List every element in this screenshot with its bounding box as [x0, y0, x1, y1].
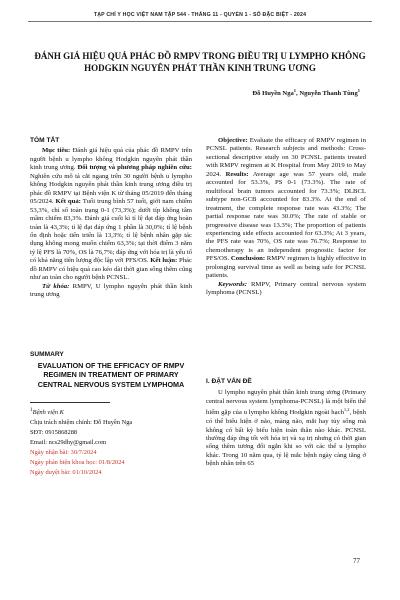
footnotes	[30, 406, 192, 477]
summary-heading: SUMMARY	[30, 351, 64, 358]
keywords-vn	[30, 283, 192, 300]
introduction	[206, 378, 366, 469]
author-separator: ,	[296, 90, 300, 98]
keywords-label-vn: Từ khóa:	[42, 282, 70, 290]
keywords-en	[206, 281, 366, 298]
objective-label-en: Objective:	[218, 137, 248, 144]
footnote-rule	[30, 402, 110, 403]
objective-text-vn: Đánh giá hiệu quả của phác đồ RMPV trên người bệnh u lympho không Hodgkin nguyên phát thần kinh trung ương.	[30, 147, 192, 172]
date-received: Ngày nhận bài: 30/7/2024	[30, 448, 97, 456]
phone: SĐT: 0915868288	[30, 428, 78, 436]
results-label-vn: Kết quả:	[55, 198, 81, 206]
affiliation-number: 1	[30, 407, 33, 413]
author-1: Đỗ Huyền Nga	[252, 90, 294, 98]
authors	[252, 88, 360, 97]
methods-text-vn: Nghiên cứu mô tả cắt ngang trên 30 người bệnh u lympho không Hodgkin nguyên phát thần kinh trung ương điều trị phác đồ RMPV tại Bệnh viện K từ tháng 05/2019 đến tháng 05/2024.	[30, 172, 192, 206]
page-number: 77	[353, 557, 360, 565]
author-2: Nguyễn Thanh Tùng	[299, 90, 358, 98]
author-1-affiliation: 1	[293, 88, 297, 93]
en-abstract-body	[206, 137, 366, 281]
objective-text-en: Evaluate the efficacy of RMPV regimen in PCNSL patients. Research subjects and methods: Cross-sectional descriptive study on 30 PCNSL patients treated with RMPV regimen at K Hospital from May 2019 to May 2024.	[206, 137, 366, 178]
results-text-en: Average age was 57 years old, male accounted for 53.3%, PS 0-1 (73.3%). The rate of multifocal brain tumors accounted for 73.3%; DLBCL subtype non-GCB accounted for 83.3%. At the end of treatment, the complete response rate was 43.3%; The partial response rate was 30.0%; The rate of stable or progressive disease was 13.3%; The proportion of patients experiencing side effects accounted for 63.3%; At 3 years, the PFS rate was 70%, OS rate was 76.7%; Response to chemotherapy is an independent prognostic factor for PFS/OS.	[206, 170, 366, 263]
intro-text-1: U lympho nguyên phát thần kinh trung ương (Primary central nervous system lymphoma-PCNSL) là một biến thể hiếm gặp của u lympho không Hodgkin ngoài hạch	[206, 389, 366, 417]
conclusion-label-vn: Kết luận:	[150, 257, 178, 265]
introduction-heading: I. ĐẶT VẤN ĐỀ	[206, 378, 252, 385]
conclusion-text-vn: Phác đồ RMPV có hiệu quả cao kéo dài thời gian sống thêm cũng như an toàn cho người bệnh PCNSL.	[30, 257, 192, 282]
date-reviewed: Ngày phản biện khoa học: 01/8/2024	[30, 458, 125, 466]
article-title: ĐÁNH GIÁ HIỆU QUẢ PHÁC ĐỒ RMPV TRONG ĐIỀU TRỊ U LYMPHO KHÔNG HODGKIN NGUYÊN PHÁT THẦN KINH TRUNG ƯƠNG	[34, 51, 366, 73]
affiliation-line	[30, 406, 192, 418]
vn-abstract-body	[30, 147, 192, 282]
vn-abstract-heading: TÓM TẮT	[30, 137, 60, 144]
objective-label-vn: Mục tiêu:	[42, 147, 71, 155]
conclusion-text-en: RMPV regimen is highly effective in prolonging survival time as well as being safe for PCNSL patients.	[206, 255, 366, 280]
en-abstract	[206, 137, 366, 298]
methods-label-vn: Đối tượng và phương pháp nghiên cứu:	[77, 164, 192, 172]
journal-header: TẠP CHÍ Y HỌC VIỆT NAM TẬP 544 - THÁNG 11 - QUYỂN 1 - SỐ ĐẶC BIỆT - 2024	[93, 12, 307, 18]
results-label-en: Results:	[225, 170, 249, 178]
keywords-label-en: Keywords:	[218, 280, 247, 288]
date-accepted: Ngày duyệt bài: 01/10/2024	[30, 468, 102, 476]
intro-text-2: , bệnh có thể biểu hiện ở não, màng não, mắt hay tủy sống mà không có bất kỳ biểu hiện toàn thân nào khác. PCNSL thường đáp ứng tốt với hóa trị và xạ trị nhưng có thời gian sống thêm tương đối ngắn khi so với các thể u lympho khác. Trong 10 năm qua, tỷ lệ mắc bệnh ngày càng tăng ở bệnh nhân trên 65	[206, 409, 366, 468]
conclusion-label-en: Conclusion:	[230, 255, 266, 263]
keywords-text-vn: RMPV, U lympho nguyên phát thần kinh trung ương	[30, 282, 192, 299]
affiliation: Bệnh viện K	[32, 409, 64, 417]
introduction-text	[206, 389, 366, 468]
english-title: EVALUATION OF THE EFFICACY OF RMPV REGIMEN IN TREATMENT OF PRIMARY CENTRAL NERVOUS SYSTEM LYMPHOMA	[37, 361, 185, 389]
vn-abstract	[30, 137, 192, 300]
author-2-affiliation: 1	[357, 88, 360, 93]
keywords-text-en: RMPV, Primary central nervous system lymphoma (PCNSL)	[206, 280, 366, 297]
reference-marker: 1,2	[343, 407, 350, 413]
results-text-vn: Tuổi trung bình 57 tuổi, giới nam chiếm 53,3%, chỉ số toàn trạng 0-1 (73,3%); dưới típ không tâm mầm chiếm 83,3%. Đánh giá cuối kì tỉ lệ đạt đáp ứng hoàn toàn là 43,3%; tỉ lệ đạt đáp ứng 1 phần là 30,0%; tỉ lệ bệnh ổn định hoặc tiến triển là 13,3%; tỉ lệ bệnh nhân gặp tác dụng không mong muốn chiếm 63,3%; tại thời điểm 3 năm tỷ lệ PFS là 70%, OS là 76,7%; đáp ứng với hóa trị là yếu tố có khả năng tiên lượng độc lập với PFS/OS.	[30, 198, 192, 265]
corresponding-author: Chịu trách nhiệm chính: Đỗ Huyền Nga	[30, 419, 133, 427]
email: Email: ncs29dhy@gmail.com	[30, 438, 107, 446]
header-rule	[28, 21, 372, 22]
